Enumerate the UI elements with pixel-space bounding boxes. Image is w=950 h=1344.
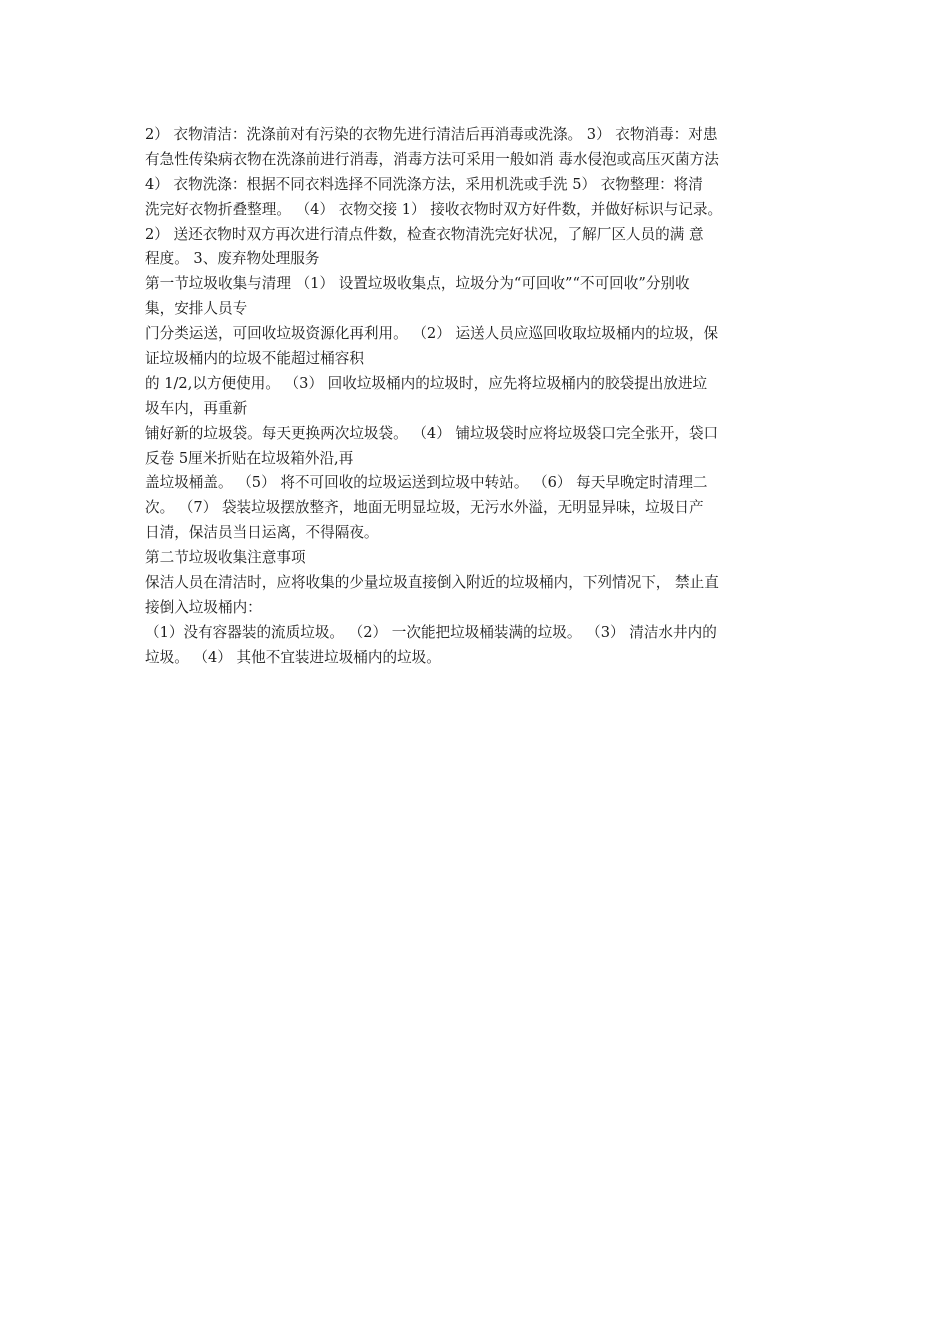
text-line: 4） 衣物洗涤：根据不同衣料选择不同洗涤方法，采用机洗或手洗 5） 衣物整理：将清 xyxy=(145,175,703,193)
section-heading-line: 第一节垃圾收集与清理 （1） 设置垃圾收集点，垃圾分为“可回收”“不可回收”分别收 xyxy=(145,275,690,293)
text-line: 垃圾。 （4） 其他不宜装进垃圾桶内的垃圾。 xyxy=(145,648,441,666)
document-body-text xyxy=(145,123,825,671)
text-line: 次。 （7） 袋装垃圾摆放整齐，地面无明显垃圾，无污水外溢，无明显异味，垃圾日产 xyxy=(145,499,704,517)
text-line: 2） 衣物清洁：洗涤前对有污染的衣物先进行清洁后再消毒或洗涤。 3） 衣物消毒：对患 xyxy=(145,126,718,143)
text-line: 日清，保洁员当日运离，不得隔夜。 xyxy=(145,524,379,542)
text-line: 的 1/2,以方便使用。 （3） 回收垃圾桶内的垃圾时，应先将垃圾桶内的胶袋提出放进垃 xyxy=(145,374,708,392)
text-line: 程度。 3、废弃物处理服务 xyxy=(145,250,320,268)
text-line: 2） 送还衣物时双方再次进行清点件数，检查衣物清洗完好状况，了解厂区人员的满 意 xyxy=(145,225,704,243)
text-line: 保洁人员在清洁时，应将收集的少量垃圾直接倒入附近的垃圾桶内，下列情况下， 禁止直 xyxy=(145,574,719,592)
text-line: 洗完好衣物折叠整理。 （4） 衣物交接 1） 接收衣物时双方好件数，并做好标识与记录。 xyxy=(145,200,723,218)
text-line: 证垃圾桶内的垃圾不能超过桶容积 xyxy=(145,350,364,368)
text-line: （1）没有容器装的流质垃圾。 （2） 一次能把垃圾桶装满的垃圾。 （3） 清洁水井内的 xyxy=(145,623,717,641)
text-line: 集，安排人员专 xyxy=(145,300,248,318)
text-line: 门分类运送，可回收垃圾资源化再利用。 （2） 运送人员应巡回收取垃圾桶内的垃圾，保 xyxy=(145,325,719,343)
text-line: 反卷 5厘米折贴在垃圾箱外沿,再 xyxy=(145,449,354,467)
text-line: 有急性传染病衣物在洗涤前进行消毒，消毒方法可采用一般如消 毒水侵泡或高压灭菌方法 xyxy=(145,150,719,168)
text-line: 铺好新的垃圾袋。每天更换两次垃圾袋。 （4） 铺垃圾袋时应将垃圾袋口完全张开，袋口 xyxy=(145,424,719,442)
section-heading: 第二节垃圾收集注意事项 xyxy=(145,549,306,567)
text-line: 盖垃圾桶盖。 （5） 将不可回收的垃圾运送到垃圾中转站。 （6） 每天早晚定时清理二 xyxy=(145,474,708,492)
text-line: 圾车内，再重新 xyxy=(145,399,248,417)
text-line: 接倒入垃圾桶内： xyxy=(145,598,262,616)
